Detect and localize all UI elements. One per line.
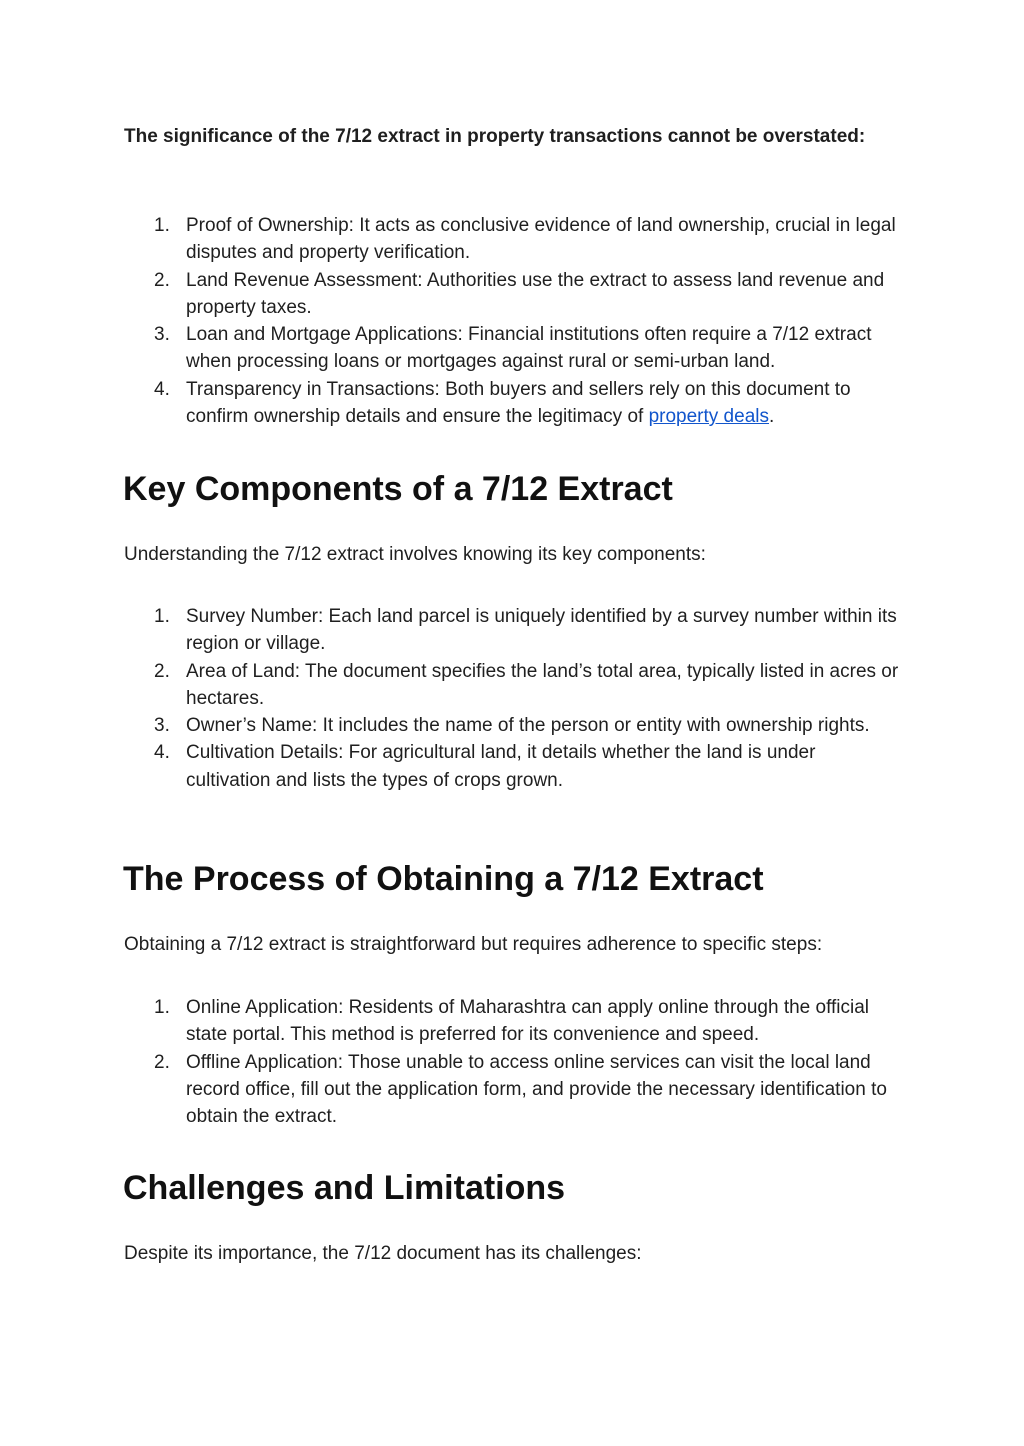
list-number: 1. [154, 606, 170, 627]
list-item [124, 212, 904, 267]
list-number: 1. [154, 997, 170, 1018]
list-item-text: Land Revenue Assessment: Authorities use the extract to assess land revenue and property taxes. [186, 269, 885, 318]
list-item-text: Transparency in Transactions: Both buyers and sellers rely on this document to confirm ownership details and ensure the legitimacy of [186, 378, 851, 428]
list-number: 4. [154, 742, 170, 764]
list-item [124, 994, 904, 1049]
process-intro: Obtaining a 7/12 extract is straightforward but requires adherence to specific steps: [124, 934, 823, 955]
process-heading: The Process of Obtaining a 7/12 Extract [123, 860, 764, 898]
list-item [124, 739, 904, 794]
list-number: 1. [154, 215, 170, 236]
significance-list [124, 212, 904, 430]
list-number: 2. [154, 1051, 170, 1073]
list-item-text: Cultivation Details: For agricultural land, it details whether the land is under cultivation and lists the types of crops grown. [186, 742, 816, 791]
list-item [124, 603, 904, 658]
process-list [124, 994, 904, 1130]
list-item-text: Online Application: Residents of Maharashtra can apply online through the official state portal. This method is preferred for its convenience and speed. [186, 997, 870, 1046]
list-item-text: Owner’s Name: It includes the name of the person or entity with ownership rights. [186, 715, 870, 737]
list-number: 2. [154, 269, 170, 291]
list-number: 4. [154, 378, 170, 400]
significance-intro: The significance of the 7/12 extract in property transactions cannot be overstated: [124, 126, 866, 147]
list-item [124, 267, 904, 322]
challenges-intro: Despite its importance, the 7/12 document has its challenges: [124, 1243, 642, 1264]
list-item-text: Loan and Mortgage Applications: Financial institutions often require a 7/12 extract when processing loans or mortgages against rural or semi-urban land. [186, 324, 872, 373]
components-list [124, 603, 904, 794]
list-item-text: Area of Land: The document specifies the land’s total area, typically listed in acres or hectares. [186, 660, 899, 709]
list-item-text-end: . [768, 406, 775, 428]
list-number: 3. [154, 715, 170, 737]
list-number: 3. [154, 324, 170, 346]
list-item [124, 1049, 904, 1131]
list-item-text: Proof of Ownership: It acts as conclusive evidence of land ownership, crucial in legal disputes and property verification. [186, 215, 896, 264]
list-item [124, 321, 904, 376]
components-heading: Key Components of a 7/12 Extract [123, 470, 673, 508]
list-item [124, 376, 904, 431]
list-item-text: Offline Application: Those unable to access online services can visit the local land record office, fill out the application form, and provide the necessary identification to obtain the extract. [186, 1051, 887, 1128]
components-intro: Understanding the 7/12 extract involves knowing its key components: [124, 544, 706, 565]
list-number: 2. [154, 660, 170, 682]
challenges-heading: Challenges and Limitations [123, 1169, 566, 1207]
list-item [124, 658, 904, 713]
list-item-text: Survey Number: Each land parcel is uniquely identified by a survey number within its region or village. [186, 606, 897, 655]
list-item [124, 712, 904, 739]
property-deals-link[interactable]: property deals [648, 406, 769, 428]
